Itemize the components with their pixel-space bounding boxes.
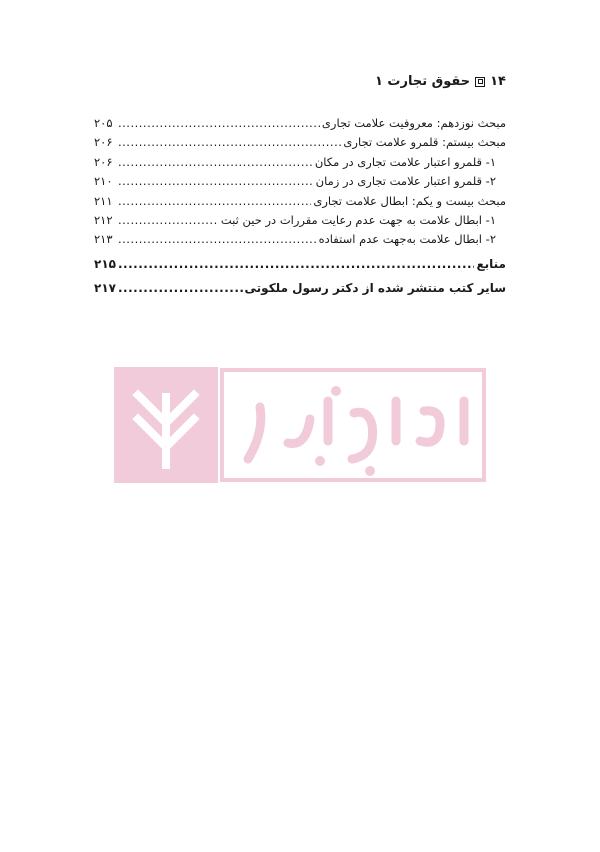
- toc-entry-page: ۲۰۶: [94, 135, 113, 150]
- toc-entry[interactable]: [94, 230, 506, 249]
- leader-dots: [118, 153, 313, 172]
- toc-entry-page: ۲۰۵: [94, 116, 113, 130]
- toc-entry-other-books[interactable]: [94, 279, 506, 298]
- toc-entry-page: ۲۱۰: [94, 174, 113, 189]
- toc-entry-title: مبحث بیستم: قلمرو علامت تجاری: [343, 135, 506, 150]
- leader-dots: [118, 172, 314, 191]
- leader-dots: [118, 279, 243, 298]
- page-header: [375, 74, 506, 89]
- leader-dots: [118, 230, 317, 249]
- leader-dots: [118, 133, 341, 152]
- toc-entry-page: ۲۱۲: [94, 212, 113, 227]
- toc-entry[interactable]: [94, 192, 506, 211]
- table-of-contents: [94, 114, 506, 299]
- toc-entry-title: ۱- ابطال علامت به جهت عدم رعایت مقررات در حین ثبت: [220, 212, 496, 227]
- toc-entry-references[interactable]: [94, 255, 506, 274]
- toc-entry[interactable]: [94, 172, 506, 191]
- toc-entry[interactable]: [94, 133, 506, 152]
- toc-entry-page: ۲۱۱: [94, 193, 113, 208]
- toc-entry[interactable]: [94, 153, 506, 172]
- dadbazar-logo: [114, 367, 488, 483]
- leader-dots: [118, 192, 311, 211]
- toc-entry[interactable]: [94, 114, 506, 133]
- toc-entry-title: سایر کتب منتشر شده از دکتر رسول ملکوتی: [244, 281, 506, 296]
- framed-square-icon: [475, 77, 485, 87]
- toc-entry-title: ۲- قلمرو اعتبار علامت تجاری در زمان: [315, 174, 496, 189]
- toc-entry-title: مبحث نوزدهم: معروفیت علامت تجاری: [321, 116, 506, 130]
- page-number: ۱۴: [490, 74, 506, 89]
- toc-entry-title: مبحث بیست و یکم: ابطال علامت تجاری: [313, 193, 506, 208]
- leader-dots: [118, 255, 474, 274]
- toc-entry-title: ۱- قلمرو اعتبار علامت تجاری در مکان: [314, 154, 496, 169]
- book-title: حقوق تجارت ۱: [374, 74, 471, 89]
- toc-entry-title: منابع: [476, 256, 506, 271]
- toc-entry-page: ۲۰۶: [94, 154, 113, 169]
- toc-entry-page: ۲۱۵: [94, 256, 116, 271]
- toc-entry-page: ۲۱۷: [94, 281, 116, 296]
- watermark: [114, 367, 488, 483]
- toc-entry-page: ۲۱۳: [94, 232, 113, 247]
- leader-dots: [118, 114, 320, 133]
- toc-entry-title: ۲- ابطال علامت به‌جهت عدم استفاده: [318, 232, 496, 247]
- toc-entry[interactable]: [94, 211, 506, 230]
- leader-dots: [118, 211, 219, 230]
